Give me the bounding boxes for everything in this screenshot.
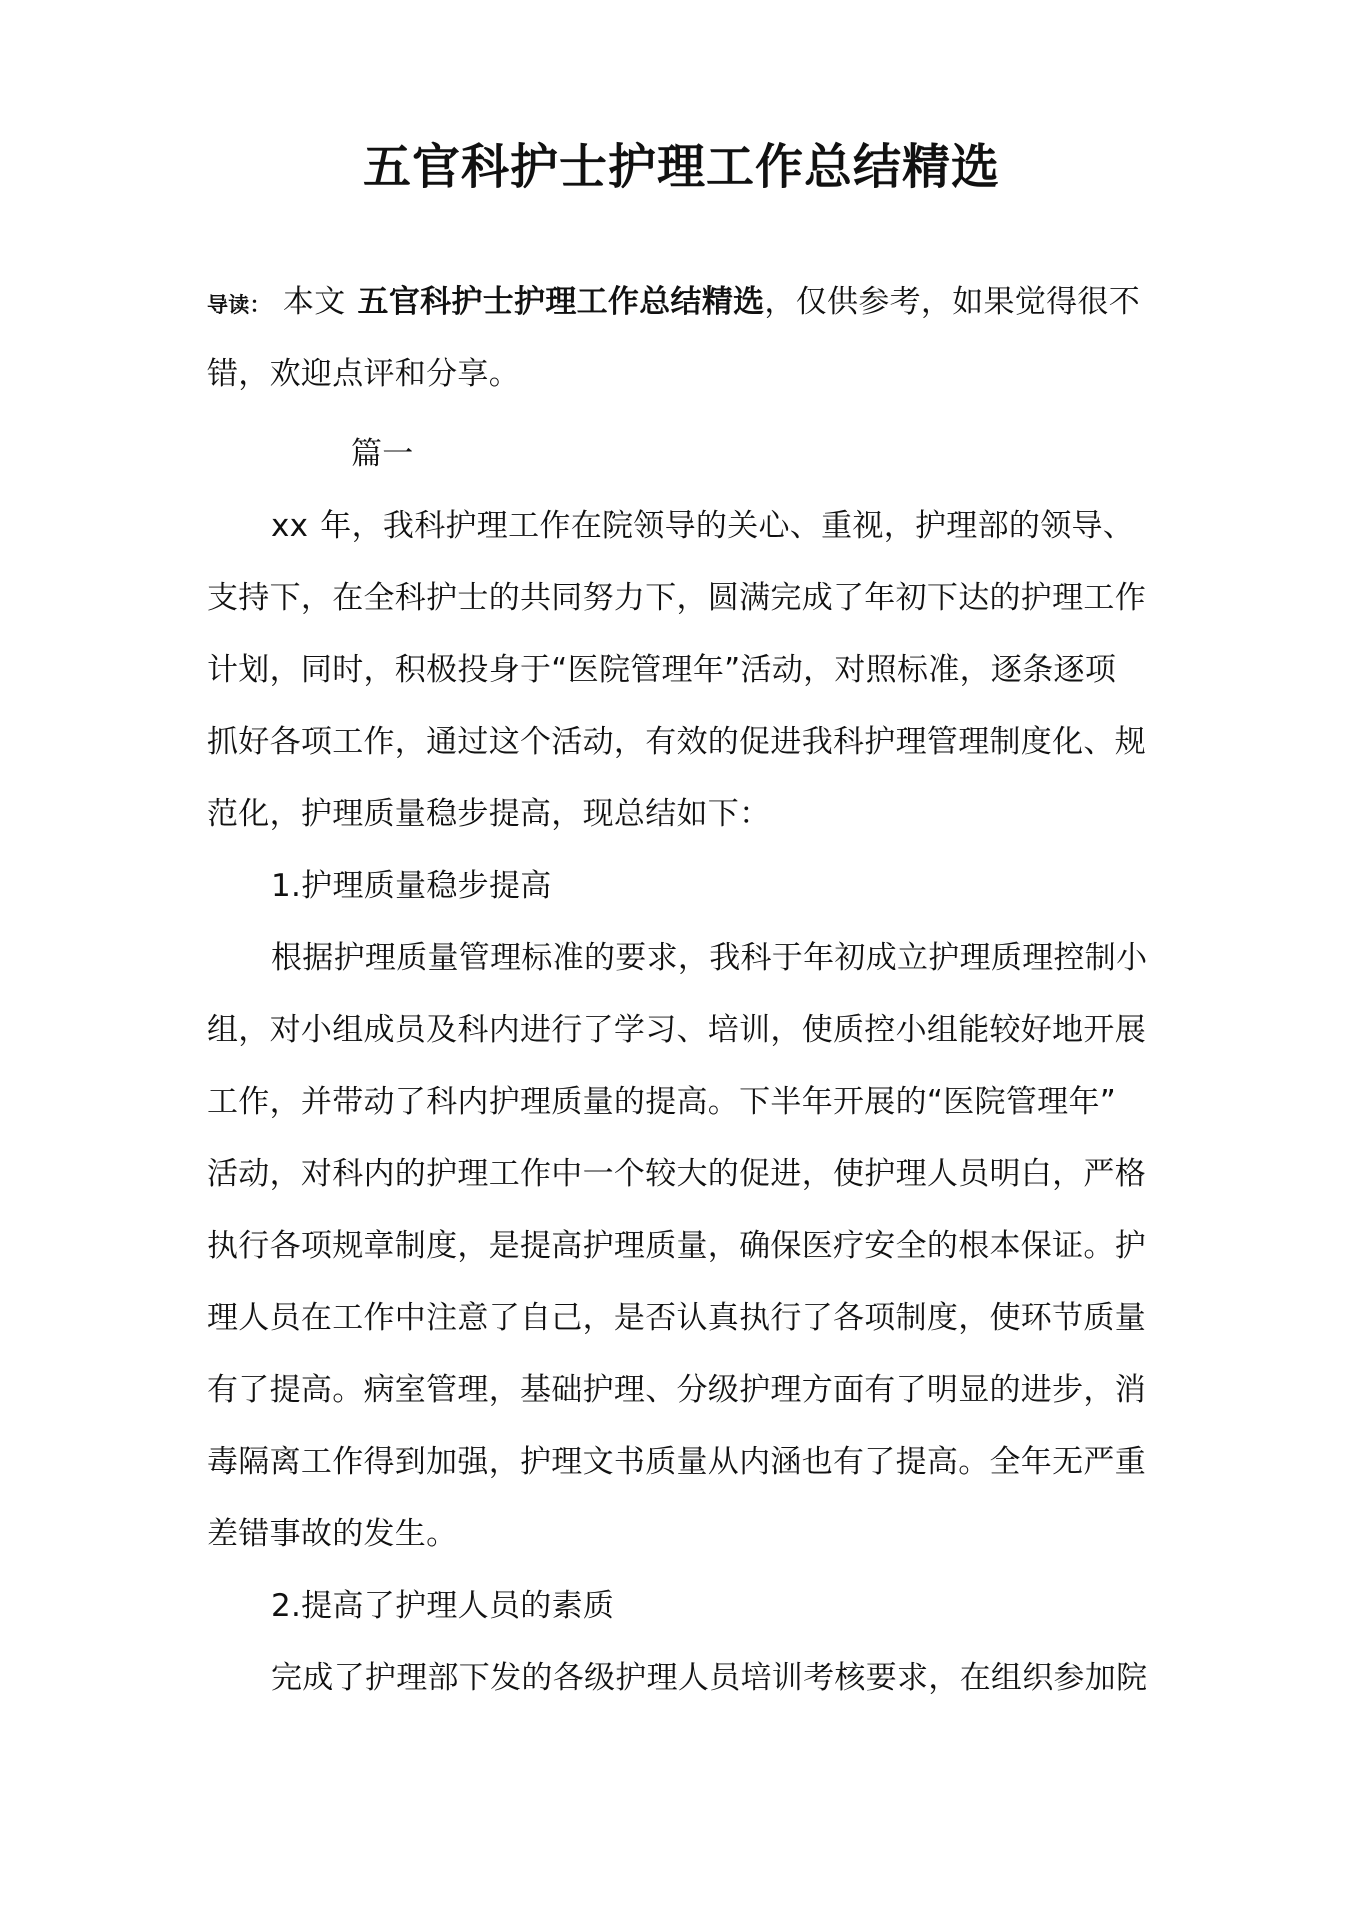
body-line xyxy=(271,490,1134,562)
body-line: 毒隔离工作得到加强，护理文书质量从内涵也有了提高。全年无严重 xyxy=(207,1444,1146,1480)
document-title: 五官科护士护理工作总结精选 xyxy=(362,139,1000,195)
intro-bold-title: 五官科护士护理工作总结精选 xyxy=(357,284,765,320)
body-line: 抓好各项工作，通过这个活动，有效的促进我科护理管理制度化、规 xyxy=(207,724,1146,760)
intro-label: 导读： xyxy=(207,292,271,317)
body-line: 范化，护理质量稳步提高，现总结如下： xyxy=(207,796,771,832)
subheading-1: 1.护理质量稳步提高 xyxy=(271,868,552,904)
body-line: 组，对小组成员及科内进行了学习、培训，使质控小组能较好地开展 xyxy=(207,1012,1146,1048)
body-line: 差错事故的发生。 xyxy=(207,1516,458,1552)
body-line: 执行各项规章制度，是提高护理质量，确保医疗安全的根本保证。护 xyxy=(207,1228,1146,1264)
intro-line-1 xyxy=(207,266,1140,338)
body-line: 活动，对科内的护理工作中一个较大的促进，使护理人员明白，严格 xyxy=(207,1156,1146,1192)
body-line-text: 年，我科护理工作在院领导的关心、重视，护理部的领导、 xyxy=(320,508,1135,544)
intro-suffix: ，仅供参考，如果觉得很不 xyxy=(764,284,1141,320)
subheading-2: 2.提高了护理人员的素质 xyxy=(271,1588,615,1624)
intro-prefix: 本文 xyxy=(282,284,346,320)
body-line: 工作，并带动了科内护理质量的提高。下半年开展的“医院管理年” xyxy=(207,1084,1117,1120)
body-line: 完成了护理部下发的各级护理人员培训考核要求，在组织参加院 xyxy=(271,1660,1148,1696)
intro-line-2: 错，欢迎点评和分享。 xyxy=(207,356,520,392)
body-line: 计划，同时，积极投身于“医院管理年”活动，对照标准，逐条逐项 xyxy=(207,652,1117,688)
body-line: 根据护理质量管理标准的要求，我科于年初成立护理质理控制小 xyxy=(271,940,1148,976)
body-line: 理人员在工作中注意了自己，是否认真执行了各项制度，使环节质量 xyxy=(207,1300,1146,1336)
body-line: 有了提高。病室管理，基础护理、分级护理方面有了明显的进步，消 xyxy=(207,1372,1146,1408)
body-line: 支持下，在全科护士的共同努力下，圆满完成了年初下达的护理工作 xyxy=(207,580,1146,616)
year-placeholder: xx xyxy=(271,508,309,544)
section-heading: 篇一 xyxy=(351,436,414,472)
